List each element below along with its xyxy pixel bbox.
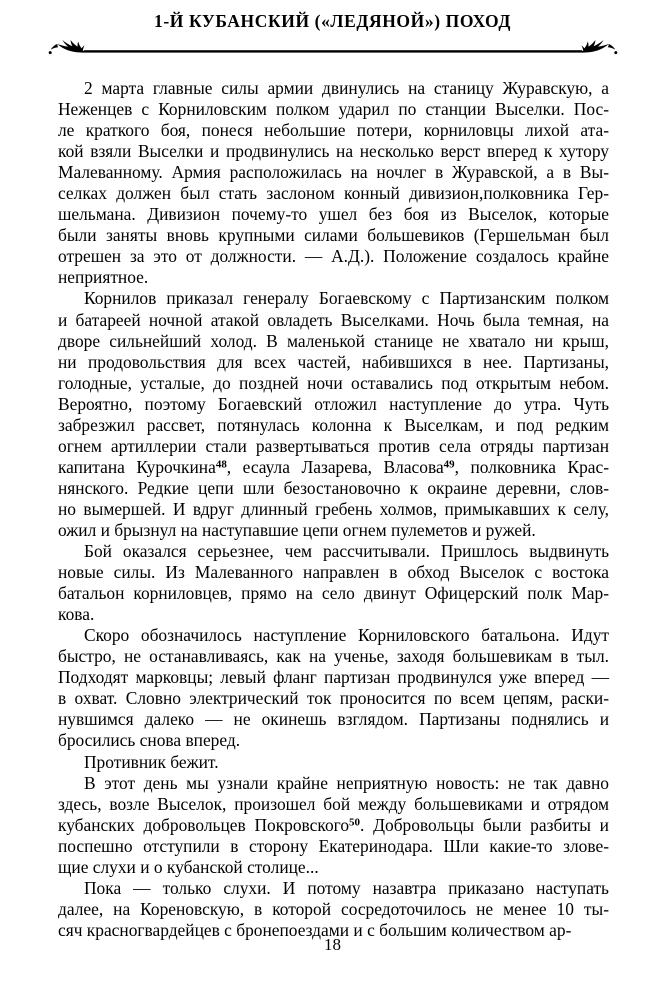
text-line: бросились снова вперед. (58, 730, 241, 751)
text-line: Бой оказался серьезнее, чем рассчитывали. Пришлось выдвинуть (84, 541, 609, 562)
text-line: в охват. Словно электрический ток проносится по всем цепям, раски- (58, 688, 609, 709)
text-line: нувшимся далеко — не окинешь взглядом. Партизаны поднялись и (58, 709, 609, 730)
running-head (0, 12, 665, 32)
text-line: щие слухи и о кубанской столице... (58, 856, 319, 877)
leaf-flourish-icon (44, 40, 622, 62)
text-line: кубанских добровольцев Покровского$^{50}$. Добровольцы были разбиты и (58, 814, 609, 835)
text-line: забрезжил рассвет, потянулась колонна к Выселкам, и под редким (58, 414, 609, 435)
text-line: селках должен был стать заслоном конный дивизион,полковника Гер- (58, 183, 609, 204)
paragraph (58, 625, 609, 751)
text-line: голодные, усталые, до поздней ночи оставались под открытым небом. (58, 372, 609, 393)
text-line: ле краткого боя, понеся небольшие потери, корниловцы лихой ата- (58, 120, 609, 141)
text-line: были заняты вновь крупными силами большевиков (Гершельман был (58, 225, 609, 246)
text-line: здесь, возле Выселок, произошел бой между большевиками и отрядом (58, 793, 609, 814)
paragraph (58, 752, 609, 773)
text-line: поспешно отступили в сторону Екатеринодара. Шли какие-то злове- (58, 835, 609, 856)
text-line: Подходят марковцы; левый фланг партизан продвинулся уже вперед — (58, 667, 609, 688)
text-line: Скоро обозначилось наступление Корниловского батальона. Идут (84, 625, 609, 646)
text-line: отрешен за это от должности. — А.Д.). Положение создалось крайне (58, 246, 609, 267)
paragraph (58, 773, 609, 878)
running-head-title: 1-Й КУБАНСКИЙ («ЛЕДЯНОЙ») ПОХОД (153, 11, 511, 31)
paragraph (58, 878, 609, 941)
text-line: шельмана. Дивизион почему-то ушел без боя из Выселок, которые (58, 204, 609, 225)
text-line: ожил и брызнул на наступавшие цепи огнем пулеметов и ружей. (58, 519, 536, 540)
text-line: капитана Курочкина$^{48}$, есаула Лазарева, Власова$^{49}$, полковника Крас- (58, 456, 609, 477)
text-line: кова. (58, 604, 95, 625)
text-line: быстро, не останавливаясь, как на ученье, заходя большевикам в тыл. (58, 646, 609, 667)
text-line: неприятное. (58, 267, 149, 288)
text-line: сяч красногвардейцев с бронепоездами и с большим количеством ар- (58, 919, 572, 940)
paragraph (58, 78, 609, 288)
text-line: огнем артиллерии стали развертываться против села отряды партизан (58, 435, 609, 456)
text-line: дворе сильнейший холод. В маленькой станице не хватало ни крыш, (58, 330, 609, 351)
text-line: Вероятно, поэтому Богаевский отложил наступление до утра. Чуть (58, 393, 609, 414)
text-line: Противник бежит. (84, 751, 219, 772)
text-line: Неженцев с Корниловским полком ударил по станции Выселки. Пос- (58, 99, 609, 120)
paragraph (58, 288, 609, 541)
body-text (58, 78, 609, 941)
text-line: ни продовольствия для всех частей, набившихся в нее. Партизаны, (58, 351, 609, 372)
paragraph (58, 541, 609, 625)
footnote-ref[interactable]: 49 (443, 458, 455, 471)
text-line: Корнилов приказал генералу Богаевскому с Партизанским полком (84, 288, 609, 309)
text-line: но вымершей. И вдруг длинный гребень холмов, примыкавших к селу, (58, 498, 609, 519)
text-line: и батареей ночной атакой овладеть Выселками. Ночь была темная, на (58, 309, 609, 330)
text-line: батальон корниловцев, прямо на село двинут Офицерский полк Мар- (58, 583, 609, 604)
text-line: В этот день мы узнали крайне неприятную новость: не так давно (84, 772, 609, 793)
text-line: новые силы. Из Малеванного направлен в обход Выселок с востока (58, 562, 609, 583)
ornamental-divider (44, 40, 622, 62)
text-line: далее, на Кореновскую, в которой сосредоточилось не менее 10 ты- (58, 898, 609, 919)
footnote-ref[interactable]: 48 (215, 458, 227, 471)
text-line: кой взяли Выселки и продвинулись на несколько верст вперед к хутору (58, 141, 609, 162)
footnote-ref[interactable]: 50 (349, 815, 360, 828)
page-number: 18 (324, 935, 341, 954)
text-line: нянского. Редкие цепи шли безостановочно к окраине деревни, слов- (58, 477, 609, 498)
text-line: Пока — только слухи. И потому назавтра приказано наступать (84, 877, 609, 898)
text-line: Малеванному. Армия расположилась на ночлег в Журавской, а в Вы- (58, 162, 609, 183)
text-line: 2 марта главные силы армии двинулись на станицу Журавскую, а (84, 78, 609, 98)
